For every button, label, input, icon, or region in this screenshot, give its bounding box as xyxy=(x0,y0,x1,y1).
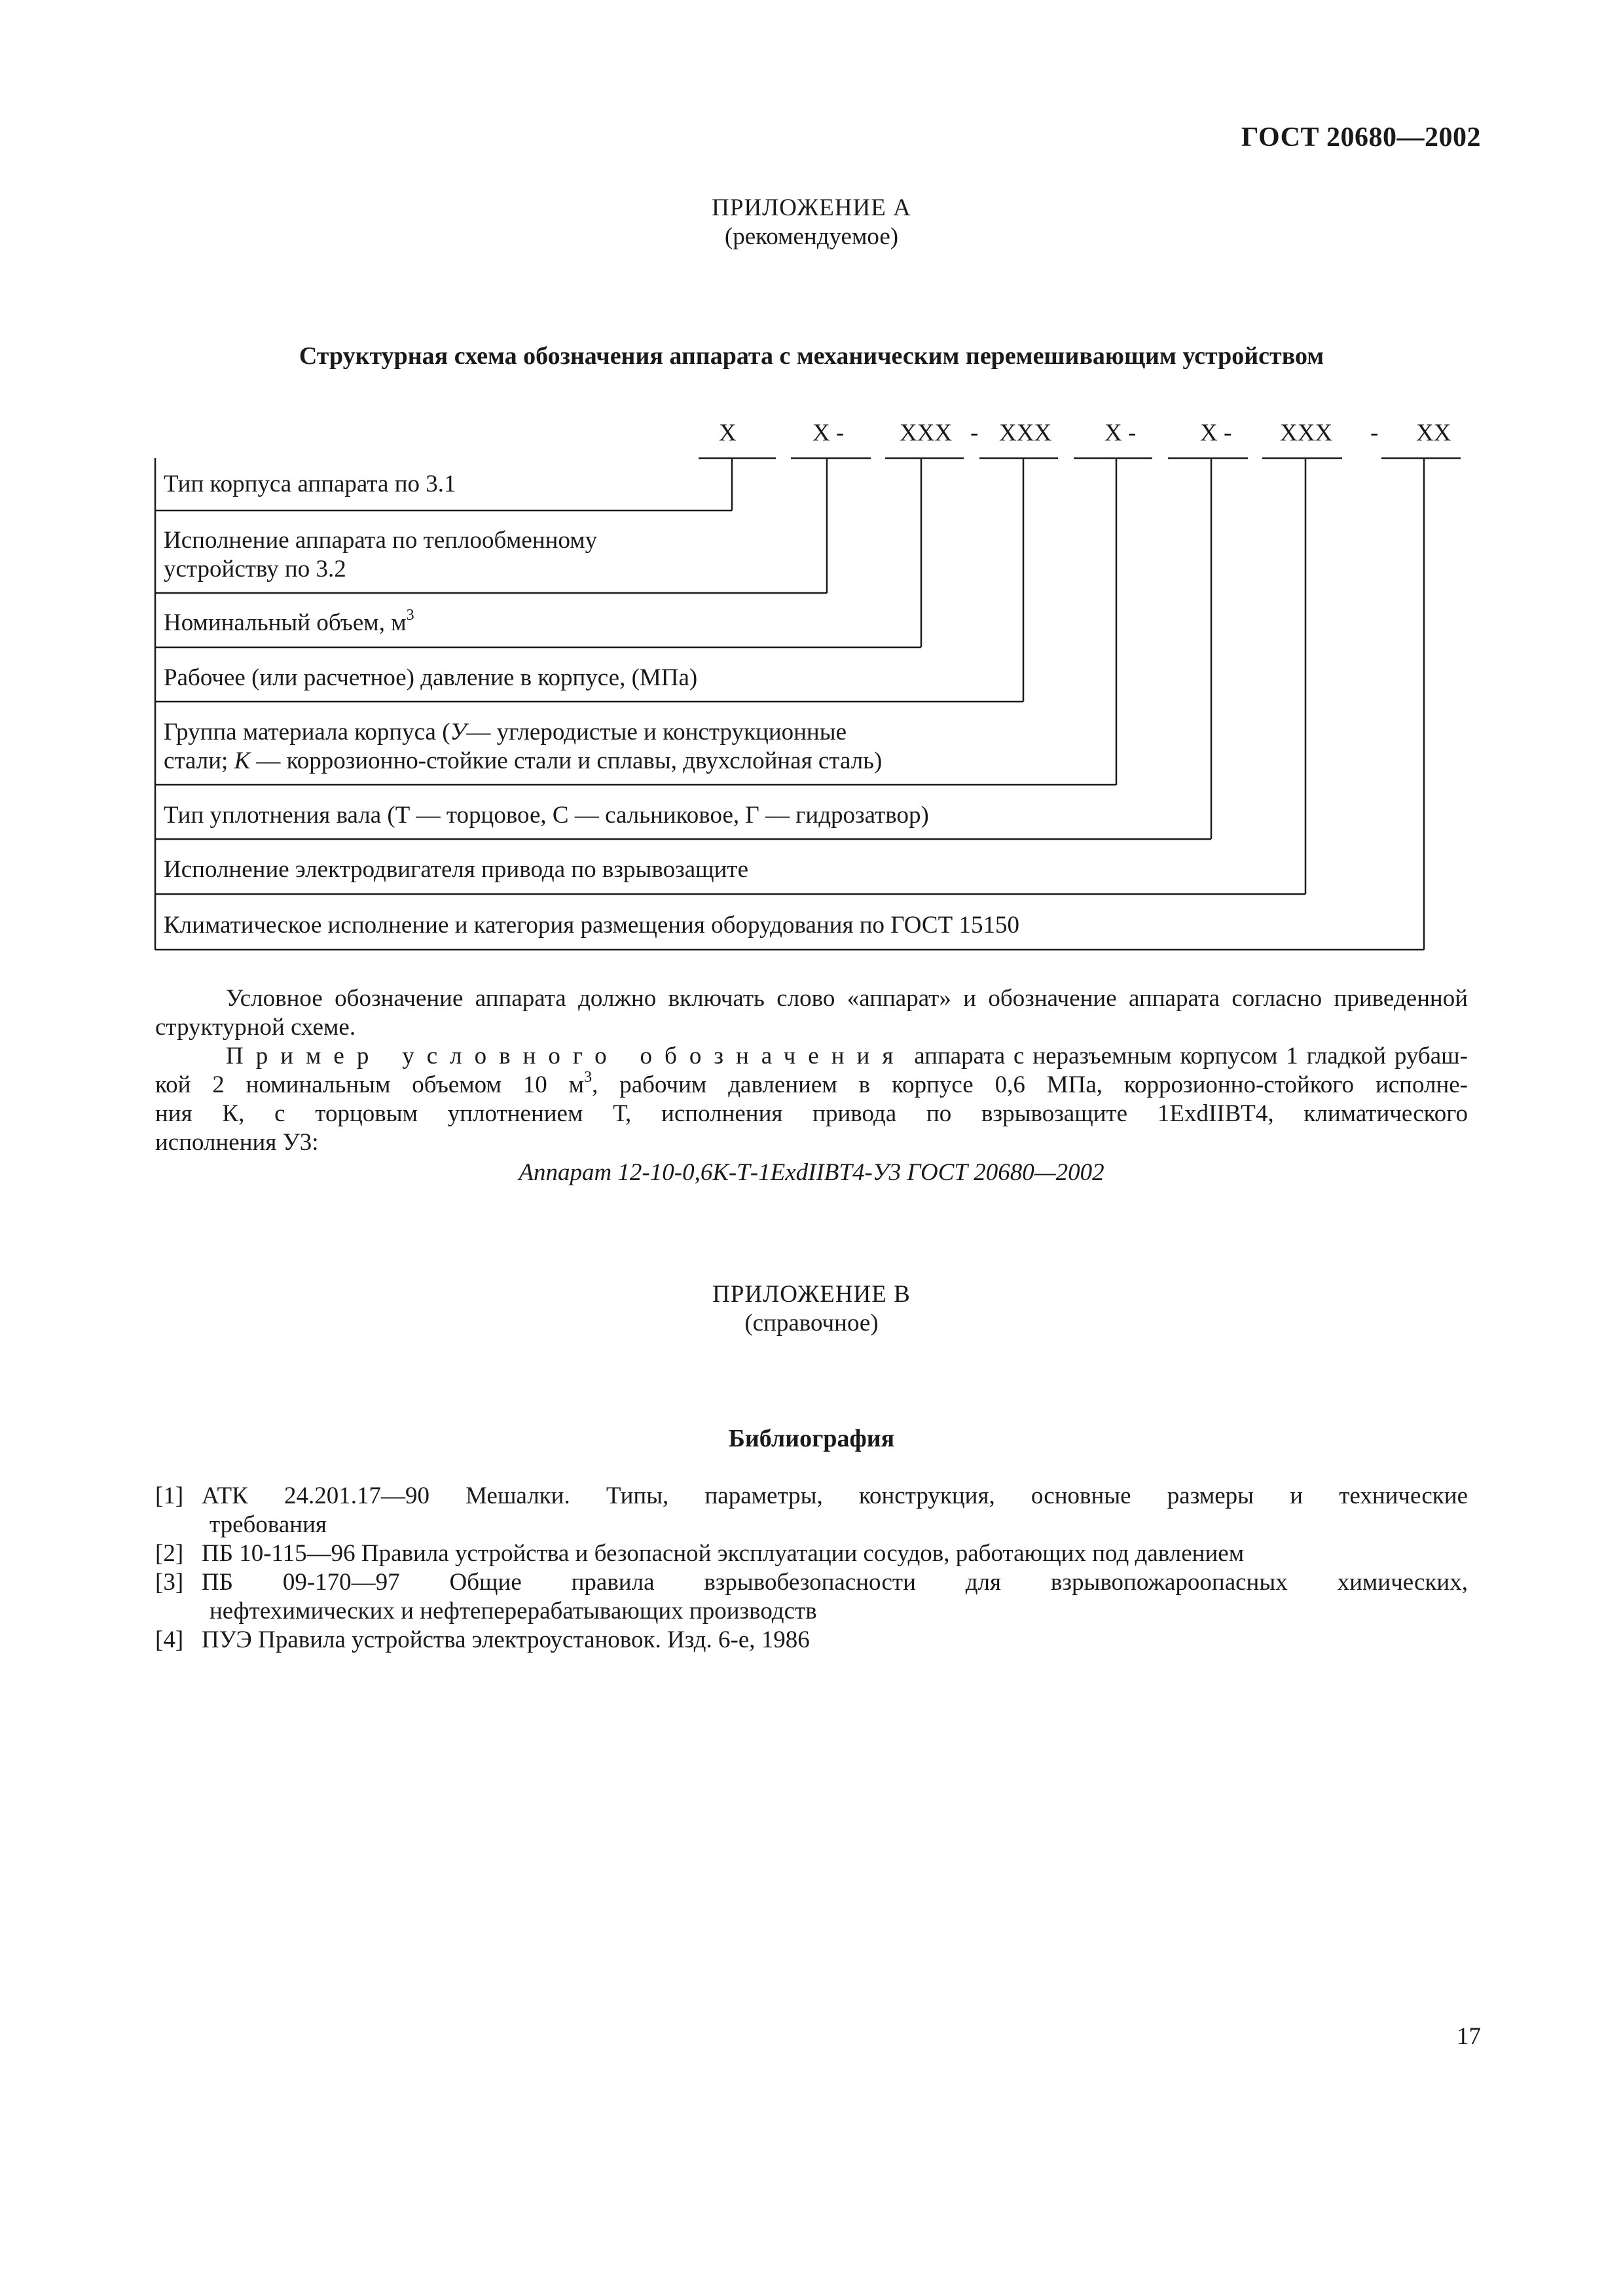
bibliography-item-3-line1: ПБ 09-170—97 Общие правила взрывобезопасности для взрывопожароопасных химических, xyxy=(202,1569,1468,1596)
example-designation: Аппарат 12-10-0,6К-Т-1ExdIIBT4-У3 ГОСТ 20680—2002 xyxy=(519,1159,1104,1186)
standard-number: ГОСТ 20680—2002 xyxy=(1241,122,1481,152)
bibliography-item-3-number: [3] xyxy=(155,1569,184,1596)
bibliography-item-1-number: [1] xyxy=(155,1482,184,1509)
code-separator-1: - xyxy=(970,420,979,446)
appendix-b-title: ПРИЛОЖЕНИЕ В xyxy=(712,1281,911,1308)
example-line-3: ния К, с торцовым уплотнением Т, исполнения привода по взрывозащите 1ExdIIBT4, климатического xyxy=(155,1100,1468,1127)
bibliography-item-2-number: [2] xyxy=(155,1540,184,1567)
bibliography-item-1-line2: требования xyxy=(210,1511,327,1538)
scheme-row-pressure: Рабочее (или расчетное) давление в корпусе, (МПа) xyxy=(164,664,698,691)
scheme-row-shaft-seal: Тип уплотнения вала (Т — торцовое, С — сальниковое, Г — гидрозатвор) xyxy=(164,802,929,829)
code-position-4: XXX xyxy=(999,420,1052,446)
bibliography-item-4-number: [4] xyxy=(155,1626,184,1653)
bibliography-item-3-line2: нефтехимических и нефтеперерабатывающих производств xyxy=(210,1598,817,1624)
bibliography-item-2-line1: ПБ 10-115—96 Правила устройства и безопасной эксплуатации сосудов, работающих под давлением xyxy=(202,1540,1245,1567)
example-line-4: исполнения У3: xyxy=(155,1129,319,1156)
paragraph-designation-rule: Условное обозначение аппарата должно включать слово «аппарат» и обозначение аппарата согласно приведенной структурной схеме. xyxy=(155,985,1468,1041)
bibliography-heading: Библиография xyxy=(728,1425,895,1452)
scheme-row-nominal-volume: Номинальный объем, $м^3$ xyxy=(164,606,414,636)
scheme-row-explosion-protection: Исполнение электродвигателя привода по взрывозащите xyxy=(164,856,749,883)
appendix-a-status: (рекомендуемое) xyxy=(724,223,899,250)
code-position-2: X - xyxy=(812,420,845,446)
scheme-row-heat-exchange-line2: устройству по 3.2 xyxy=(164,556,346,583)
scheme-row-body-type: Тип корпуса аппарата по 3.1 xyxy=(164,471,456,497)
scheme-row-material-group-line2: стали; К — коррозионно-стойкие стали и сплавы, двухслойная сталь) xyxy=(164,747,883,774)
example-line-2: кой 2 номинальным объемом 10 $м^3$, рабочим давлением в корпусе 0,6 МПа, коррозионно-стойкого исполне- xyxy=(155,1068,1468,1098)
bibliography-item-4-line1: ПУЭ Правила устройства электроустановок. Изд. 6-е, 1986 xyxy=(202,1626,810,1653)
appendix-b-status: (справочное) xyxy=(744,1310,879,1336)
appendix-a-title: ПРИЛОЖЕНИЕ А xyxy=(712,194,911,221)
code-position-3: XXX xyxy=(900,420,953,446)
code-position-8: XX xyxy=(1416,420,1451,446)
page-number: 17 xyxy=(1457,2023,1481,2050)
code-position-6: X - xyxy=(1200,420,1232,446)
appendix-a-heading: Структурная схема обозначения аппарата с механическим перемешивающим устройством xyxy=(299,342,1324,370)
scheme-row-material-group-line1: Группа материала корпуса (У— углеродистые и конструкционные xyxy=(164,719,847,745)
code-position-1: X xyxy=(719,420,737,446)
code-position-5: X - xyxy=(1104,420,1137,446)
code-position-7: XXX xyxy=(1280,420,1333,446)
bibliography-item-1-line1: АТК 24.201.17—90 Мешалки. Типы, параметры, конструкция, основные размеры и технические xyxy=(202,1482,1468,1509)
scheme-row-climatic-version: Климатическое исполнение и категория размещения оборудования по ГОСТ 15150 xyxy=(164,912,1019,939)
example-line-1: Пример условного обозначения аппарата с неразъемным корпусом 1 гладкой рубаш- xyxy=(226,1043,1468,1069)
code-separator-2: - xyxy=(1370,420,1379,446)
scheme-row-heat-exchange-line1: Исполнение аппарата по теплообменному xyxy=(164,527,598,554)
